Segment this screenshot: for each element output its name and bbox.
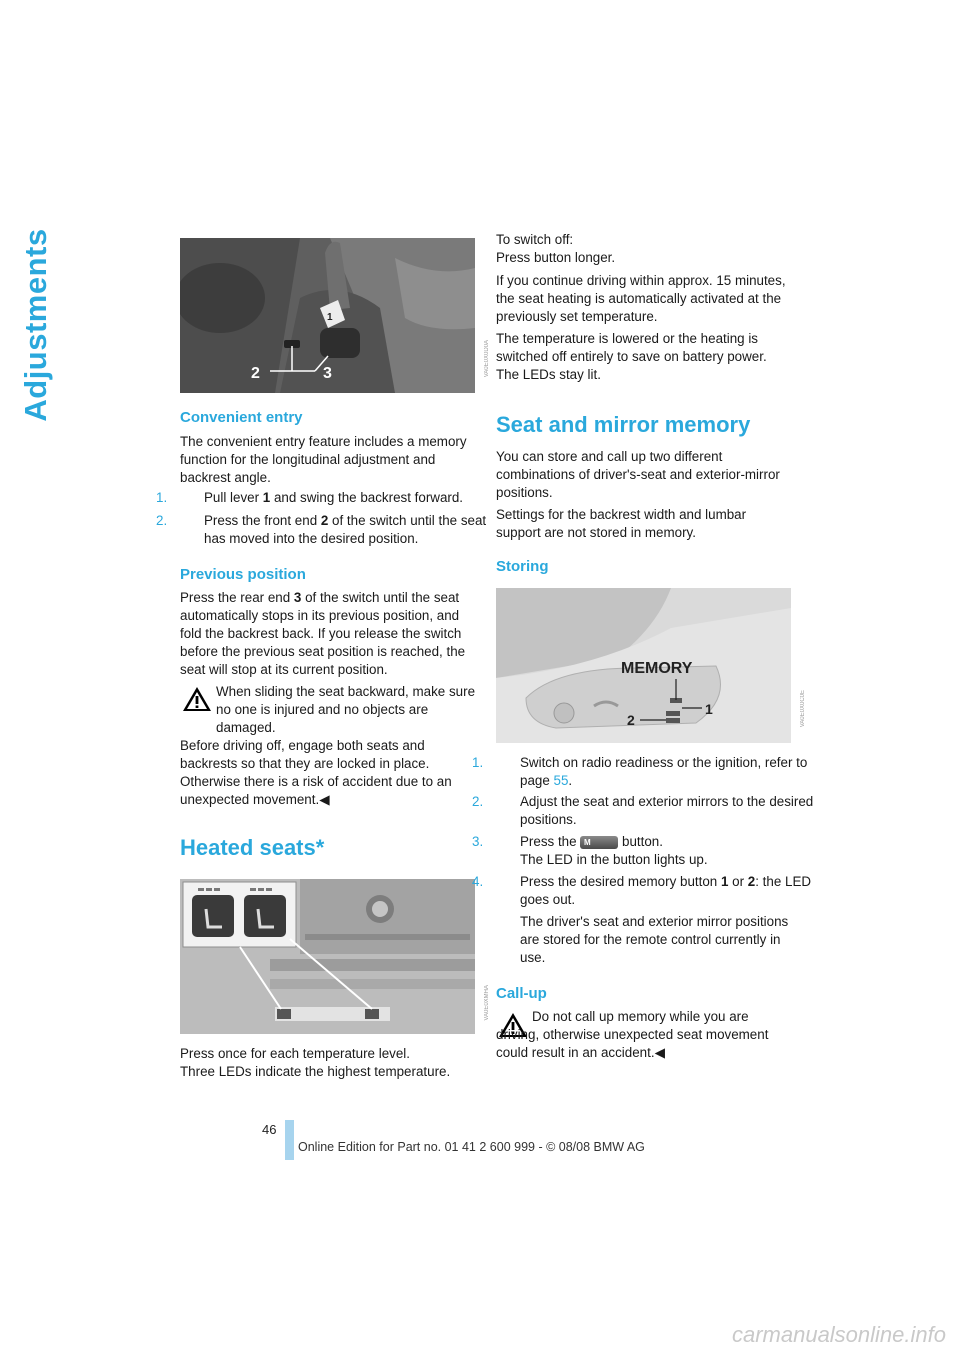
storing-step-4-note: The driver's seat and exterior mirror positions are stored for the remote control currently in use.	[520, 914, 789, 965]
heated-seats-line-1: Press once for each temperature level.	[180, 1046, 410, 1061]
svg-text:1: 1	[327, 312, 333, 323]
convenient-entry-step-1: 1. Pull lever 1 and swing the backrest forward.	[156, 490, 464, 505]
page-link[interactable]: 55	[553, 773, 569, 788]
callout-3: 3	[323, 365, 332, 382]
seat-lever-figure	[180, 238, 475, 393]
convenient-entry-step-2: 2. Press the front end 2 of the switch until the seat has moved into the desired position.	[156, 513, 487, 546]
callup-warning-text: Do not call up memory while you are driving, otherwise unexpected seat movement could result in an accident.◀	[496, 1009, 769, 1060]
callout-2: 2	[251, 365, 260, 382]
temperature-text: The temperature is lowered or the heating is switched off entirely to save on battery power. The LEDs stay lit.	[496, 331, 767, 382]
switch-off-text: Press button longer.	[496, 250, 616, 265]
convenient-entry-intro: The convenient entry feature includes a memory function for the longitudinal adjustment and backrest angle.	[180, 434, 467, 485]
chapter-side-title	[14, 230, 58, 420]
heated-seats-heading: Heated seats*	[180, 835, 325, 860]
callout-1: 1	[705, 701, 713, 717]
previous-position-heading: Previous position	[180, 566, 306, 583]
previous-position-text: Press the rear end 3 of the switch until the seat automatically stops in its previous position, and fold the backrest back. If you release the switch before the previous seat position is reached, the seat will stop at its current position.	[180, 590, 466, 677]
callout-2: 2	[627, 712, 635, 728]
watermark: carmanualsonline.info	[731, 1322, 946, 1347]
figure-code: VA0E0X0D0A	[484, 340, 490, 378]
storing-step-3: 3. Press the M button.	[472, 834, 663, 849]
figure-code: VA0E0X0C0E	[800, 690, 806, 728]
memory-label: MEMORY	[621, 660, 693, 677]
storing-step-4: 4. Press the desired memory button 1 or 2: the LED goes out.	[472, 874, 812, 907]
page-number: 46	[262, 1122, 277, 1137]
callup-heading: Call-up	[496, 985, 547, 1002]
storing-step-3-line-2: The LED in the button lights up.	[520, 852, 708, 867]
storing-step-1: 1. Switch on radio readiness or the ignition, refer to page 55.	[472, 755, 808, 788]
memory-button-icon: M	[580, 836, 618, 849]
heated-seats-figure	[180, 879, 475, 1034]
warning-text-first: When sliding the seat backward, make sure no one is injured and no objects are damaged.	[216, 684, 476, 735]
convenient-entry-heading: Convenient entry	[180, 409, 303, 426]
footer-accent-bar	[285, 1120, 294, 1160]
storing-step-2: 2. Adjust the seat and exterior mirrors to the desired positions.	[472, 794, 814, 827]
memory-heading: Seat and mirror memory	[496, 412, 751, 437]
memory-panel-figure	[496, 588, 791, 743]
footer-edition-text: Online Edition for Part no. 01 41 2 600 999 - © 08/08 BMW AG	[298, 1140, 645, 1154]
memory-settings-note: Settings for the backrest width and lumbar support are not stored in memory.	[496, 507, 747, 540]
continue-driving-text: If you continue driving within approx. 15 minutes, the seat heating is automatically activated at the previously set temperature.	[496, 273, 786, 324]
warning-text-second: Before driving off, engage both seats and backrests so that they are locked in place. Otherwise there is a risk of accident due to an unexpected movement.◀	[180, 738, 452, 807]
chapter-title-text: Adjustments	[18, 228, 53, 422]
memory-intro: You can store and call up two different combinations of driver's-seat and exterior-mirror positions.	[496, 449, 780, 500]
heated-seats-line-2: Three LEDs indicate the highest temperature.	[180, 1064, 451, 1079]
warning-icon	[182, 686, 212, 712]
storing-heading: Storing	[496, 558, 549, 575]
switch-off-label: To switch off:	[496, 232, 574, 247]
figure-code: VA0E0XMHA	[484, 985, 490, 1021]
